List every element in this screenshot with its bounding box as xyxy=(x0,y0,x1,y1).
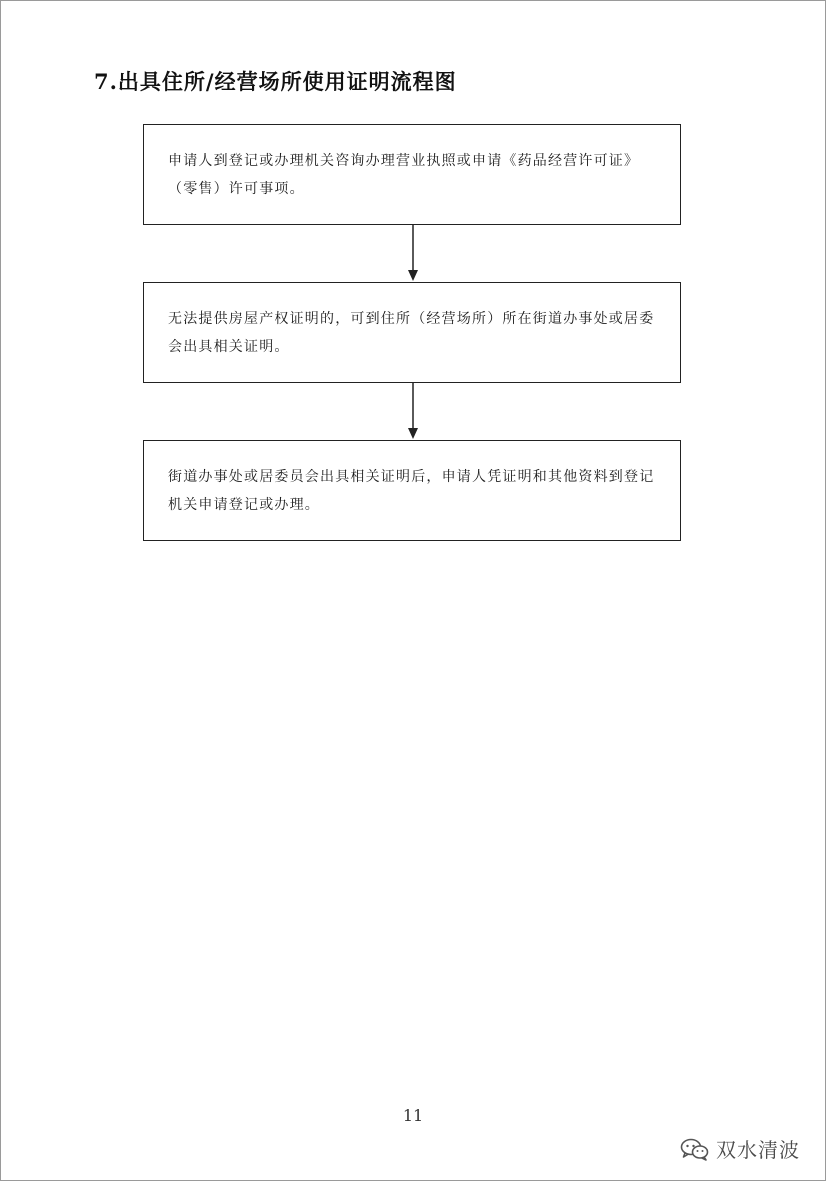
flow-step-2-text: 无法提供房屋产权证明的，可到住所（经营场所）所在街道办事处或居委会出具相关证明。 xyxy=(168,311,655,355)
flow-step-2 xyxy=(143,282,681,383)
flow-step-3-text: 街道办事处或居委员会出具相关证明后，申请人凭证明和其他资料到登记机关申请登记或办理。 xyxy=(168,469,655,513)
down-arrow-icon xyxy=(405,225,421,282)
flow-step-1 xyxy=(143,124,681,225)
wechat-icon xyxy=(680,1137,710,1161)
watermark-text: 双水清波 xyxy=(716,1138,800,1162)
page-title: 7.出具住所/经营场所使用证明流程图 xyxy=(94,69,457,94)
flow-step-1-text: 申请人到登记或办理机关咨询办理营业执照或申请《药品经营许可证》（零售）许可事项。 xyxy=(168,153,640,197)
flow-step-3 xyxy=(143,440,681,541)
page-number: 11 xyxy=(402,1106,424,1125)
down-arrow-icon xyxy=(405,383,421,440)
watermark xyxy=(680,1134,800,1163)
